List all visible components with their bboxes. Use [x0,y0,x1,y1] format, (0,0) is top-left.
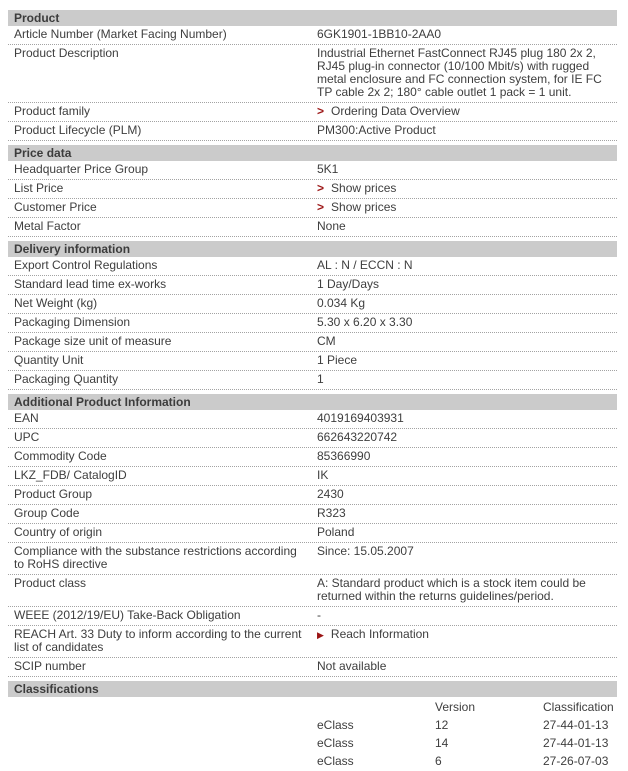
classifications-system-header [317,701,435,714]
row-label: EAN [14,411,39,425]
link-label: Reach Information [330,627,429,641]
section-header: Classifications [8,681,617,697]
table-row [8,467,617,486]
classifications-table [8,697,617,771]
row-label: Commodity Code [14,449,107,463]
row-value: 6GK1901-1BB10-2AA0 [317,27,442,41]
section-header: Additional Product Information [8,394,617,410]
row-value: 662643220742 [317,430,398,444]
row-value: CM [317,334,336,348]
row-label: Compliance with the substance restrictions according to RoHS directive [14,544,297,571]
row-value: None [317,219,346,233]
classification-system: eClass [317,718,354,732]
row-value: A: Standard product which is a stock item could be returned within the returns guidelines/period. [317,576,586,603]
classifications-classification-header: Classification [543,700,614,714]
row-label: Group Code [14,506,80,520]
section-header: Delivery information [8,241,617,257]
table-row [8,371,617,390]
link-with-chevron[interactable] [317,104,460,118]
classifications-version-header: Version [435,700,476,714]
table-row [8,626,617,658]
row-label: Product class [14,576,87,590]
row-label: Product Group [14,487,93,501]
row-value: 5.30 x 6.20 x 3.30 [317,315,413,329]
classifications-spacer [8,737,317,750]
table-row [8,26,617,45]
row-label: Product family [14,104,91,118]
row-value: PM300:Active Product [317,123,436,137]
classifications-spacer [8,719,317,732]
table-row [8,486,617,505]
row-value [317,182,617,195]
row-value: Not available [317,659,387,673]
row-value: 4019169403931 [317,411,404,425]
table-row [8,658,617,677]
row-label: UPC [14,430,40,444]
row-label: Packaging Dimension [14,315,131,329]
row-label: Packaging Quantity [14,372,119,386]
row-label: Country of origin [14,525,103,539]
link-label: Show prices [331,200,397,214]
row-value: 5K1 [317,162,339,176]
classification-system: eClass [317,754,354,768]
row-value [317,201,617,214]
classification-code: 27-44-01-13 [543,718,609,732]
triangle-right-icon: ▶ [317,630,324,640]
table-row [8,314,617,333]
chevron-right-icon: > [317,104,325,118]
table-row [8,103,617,122]
row-label: Product Description [14,46,119,60]
chevron-right-icon: > [317,200,325,214]
row-value: 1 Day/Days [317,277,380,291]
row-value: IK [317,468,329,482]
row-label: Net Weight (kg) [14,296,98,310]
link-with-chevron[interactable] [317,200,396,214]
classification-code: 27-26-07-03 [543,754,609,768]
classification-row [8,735,617,753]
row-label: Export Control Regulations [14,258,158,272]
row-value: Since: 15.05.2007 [317,544,414,558]
section-header: Product [8,10,617,26]
link-with-chevron[interactable] [317,181,396,195]
row-label: WEEE (2012/19/EU) Take-Back Obligation [14,608,241,622]
row-value [317,105,617,118]
table-row [8,543,617,575]
table-row [8,122,617,141]
row-label: Metal Factor [14,219,81,233]
classification-code: 27-44-01-13 [543,736,609,750]
row-value: Poland [317,525,355,539]
row-value [317,628,617,642]
row-value: AL : N / ECCN : N [317,258,413,272]
table-row [8,524,617,543]
table-row [8,161,617,180]
link-with-triangle[interactable] [317,627,429,641]
link-label: Ordering Data Overview [331,104,460,118]
classification-row [8,753,617,771]
table-row [8,257,617,276]
classifications-spacer [8,755,317,768]
table-row [8,276,617,295]
row-value: R323 [317,506,346,520]
table-row [8,448,617,467]
chevron-right-icon: > [317,181,325,195]
row-label: REACH Art. 33 Duty to inform according to the current list of candidates [14,627,302,654]
row-label: Customer Price [14,200,97,214]
table-row [8,218,617,237]
classification-version: 6 [435,754,442,768]
table-row [8,180,617,199]
classification-version: 12 [435,718,449,732]
row-value: 1 [317,372,324,386]
table-row [8,295,617,314]
table-row [8,607,617,626]
row-label: List Price [14,181,64,195]
section-header: Price data [8,145,617,161]
row-label: Quantity Unit [14,353,84,367]
classification-system: eClass [317,736,354,750]
table-row [8,429,617,448]
classifications-header-row [8,699,617,717]
row-value: 2430 [317,487,344,501]
classification-row [8,717,617,735]
row-value: 0.034 Kg [317,296,366,310]
row-label: Package size unit of measure [14,334,172,348]
table-row [8,45,617,103]
row-value: 1 Piece [317,353,358,367]
table-row [8,352,617,371]
row-label: Product Lifecycle (PLM) [14,123,142,137]
link-label: Show prices [331,181,397,195]
row-label: Article Number (Market Facing Number) [14,27,227,41]
table-row [8,505,617,524]
row-value: - [317,608,321,622]
table-row [8,333,617,352]
row-label: LKZ_FDB/ CatalogID [14,468,127,482]
row-value: Industrial Ethernet FastConnect RJ45 plug 180 2x 2, RJ45 plug-in connector (10/100 Mbit/s) with rugged metal enclosure and FC connection system, for IE FC TP cable 2x 2; 180° cable outlet 1 pack = 1 unit. [317,46,602,99]
row-label: SCIP number [14,659,86,673]
classifications-spacer [8,701,317,714]
table-row [8,410,617,429]
table-row [8,575,617,607]
table-row [8,199,617,218]
row-label: Standard lead time ex-works [14,277,167,291]
classification-version: 14 [435,736,449,750]
row-value: 85366990 [317,449,371,463]
row-label: Headquarter Price Group [14,162,149,176]
